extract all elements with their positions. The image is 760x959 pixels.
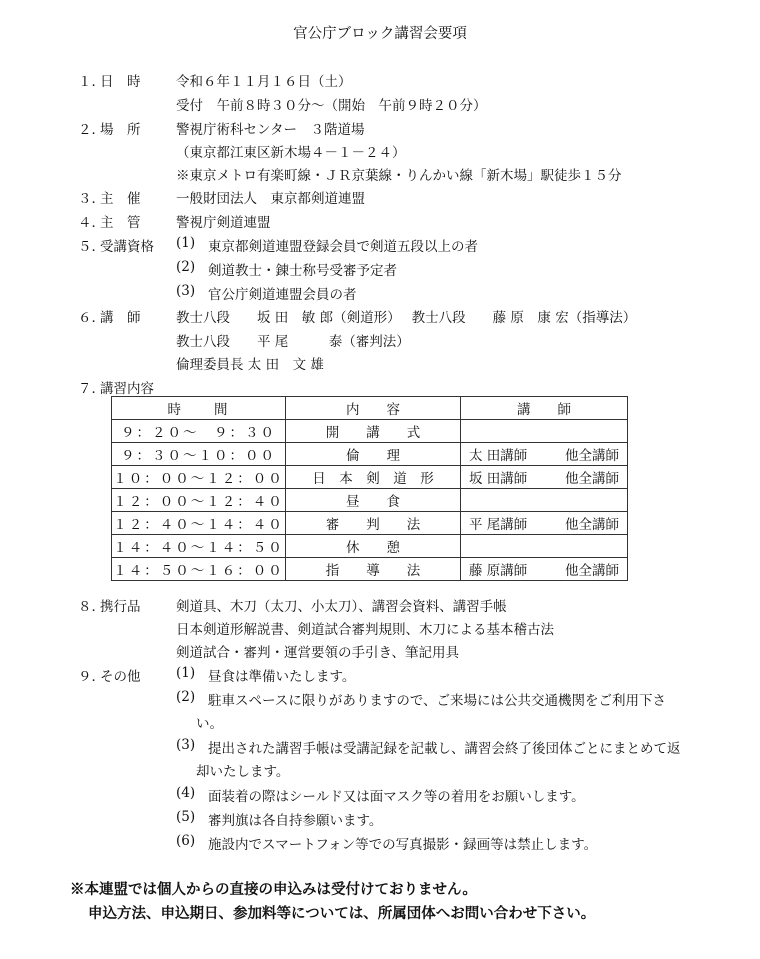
content-cell: 指 導 法: [286, 558, 461, 581]
table-header-row: [112, 397, 628, 420]
table-row: [112, 558, 628, 581]
qualification-item: 官公庁剣道連盟会員の者: [208, 287, 357, 303]
table-row: [112, 443, 628, 466]
item-number: ３．: [78, 191, 105, 207]
manager-label: 主 管: [100, 215, 141, 231]
lecturer-cell: [461, 420, 628, 443]
time-cell: １２：００～１２：４０: [112, 489, 286, 512]
list-marker: (4): [176, 785, 196, 801]
time-cell: ９：２０～ ９：３０: [112, 420, 286, 443]
item-number: ８．: [78, 599, 105, 615]
lecturer-label: 講 師: [100, 310, 141, 326]
other-note: 駐車スペースに限りがありますので、ご来場には公共交通機関をご利用下さ: [208, 693, 667, 709]
table-row: [112, 535, 628, 558]
qualification-item: 東京都剣道連盟登録会員で剣道五段以上の者: [208, 239, 478, 255]
time-cell: ９：３０～１０：００: [112, 443, 286, 466]
other-note: 面装着の際はシールド又は面マスク等の着用をお願いします。: [208, 789, 585, 805]
qualification-label: 受講資格: [100, 239, 154, 255]
time-cell: １４：５０～１６：００: [112, 558, 286, 581]
column-header: 時 間: [112, 397, 286, 420]
reception-time: 受付 午前８時３０分～（開始 午前９時２０分）: [176, 98, 487, 114]
other-note: 審判旗は各自持参願います。: [208, 813, 383, 829]
list-marker: (1): [176, 665, 196, 681]
carry-line: 剣道具、木刀（太刀、小太刀）、講習会資料、講習手帳: [176, 599, 507, 615]
other-note-continued: 却いたします。: [196, 764, 290, 780]
date-value: 令和６年１１月１６日（土）: [176, 74, 352, 90]
place-access: ※東京メトロ有楽町線・ＪＲ京葉線・りんかい線「新木場」駅徒歩１５分: [176, 168, 622, 184]
qualification-item: 剣道教士・錬士称号受審予定者: [208, 263, 397, 279]
table-row: [112, 489, 628, 512]
carry-line: 剣道試合・審判・運営要領の手引き、筆記用具: [176, 645, 459, 661]
other-note: 施設内でスマートフォン等での写真撮影・録画等は禁止します。: [208, 837, 598, 853]
lecturer-other: 他全講師: [565, 563, 619, 579]
item-number: ６．: [78, 310, 105, 326]
lecturer-name: 坂 田講師: [469, 471, 528, 487]
list-marker: (3): [176, 737, 196, 753]
list-marker: (1): [176, 235, 196, 251]
lecturer-line: 教士八段 平 尾 泰（審判法）: [176, 334, 410, 350]
place-label: 場 所: [100, 122, 141, 138]
host-value: 一般財団法人 東京都剣道連盟: [176, 191, 365, 207]
list-marker: (6): [176, 833, 196, 849]
other-note: 昼食は準備いたします。: [208, 669, 356, 685]
list-marker: (5): [176, 809, 196, 825]
lecturer-cell: [461, 466, 628, 489]
date-label: 日 時: [100, 74, 141, 90]
carry-label: 携行品: [100, 599, 141, 615]
item-number: ５．: [78, 239, 105, 255]
table-row: [112, 512, 628, 535]
lecturer-line: 倫理委員長 太 田 文 雄: [176, 357, 324, 373]
lecturer-cell: [461, 512, 628, 535]
lecturer-cell: [461, 558, 628, 581]
list-marker: (2): [176, 259, 196, 275]
item-number: ４．: [78, 215, 105, 231]
time-cell: １４：４０～１４：５０: [112, 535, 286, 558]
other-note-continued: い。: [196, 716, 223, 732]
table-row: [112, 466, 628, 489]
lecturer-cell: [461, 535, 628, 558]
list-marker: (2): [176, 689, 196, 705]
table-row: [112, 420, 628, 443]
lecturer-cell: [461, 489, 628, 512]
manager-value: 警視庁剣道連盟: [176, 215, 271, 231]
other-note: 提出された講習手帳は受講記録を記載し、講習会終了後団体ごとにまとめて返: [208, 741, 681, 757]
lecturer-name: 藤 原講師: [469, 563, 528, 579]
time-cell: １０：００～１２：００: [112, 466, 286, 489]
place-address: （東京都江東区新木場４－１－２４）: [176, 145, 406, 161]
page-title: 官公庁ブロック講習会要項: [293, 26, 467, 42]
column-header: 講 師: [461, 397, 628, 420]
lecturer-name: 平 尾講師: [469, 517, 528, 533]
schedule-table: [111, 396, 628, 581]
lecturer-name: 太 田講師: [469, 448, 528, 464]
lecturer-other: 他全講師: [565, 448, 619, 464]
item-number: ７．: [78, 381, 105, 397]
content-label: 講習内容: [100, 381, 154, 397]
item-number: ２．: [78, 122, 105, 138]
content-cell: 倫 理: [286, 443, 461, 466]
lecturer-line: 教士八段 坂 田 敏 郎（剣道形） 教士八段 藤 原 康 宏（指導法）: [176, 310, 637, 326]
content-cell: 休 憩: [286, 535, 461, 558]
notice-line: 申込方法、申込期日、参加料等については、所属団体へお問い合わせ下さい。: [88, 905, 596, 922]
place-value: 警視庁術科センター ３階道場: [176, 122, 365, 138]
list-marker: (3): [176, 283, 196, 299]
content-cell: 昼 食: [286, 489, 461, 512]
content-cell: 開 講 式: [286, 420, 461, 443]
content-cell: 審 判 法: [286, 512, 461, 535]
item-number: ９．: [78, 669, 105, 685]
item-number: １．: [78, 74, 105, 90]
lecturer-other: 他全講師: [565, 517, 619, 533]
notice-line: ※本連盟では個人からの直接の申込みは受付けておりません。: [70, 881, 477, 898]
column-header: 内 容: [286, 397, 461, 420]
lecturer-cell: [461, 443, 628, 466]
other-label: その他: [100, 669, 141, 685]
time-cell: １２：４０～１４：４０: [112, 512, 286, 535]
lecturer-other: 他全講師: [565, 471, 619, 487]
carry-line: 日本剣道形解説書、剣道試合審判規則、木刀による基本稽古法: [176, 622, 554, 638]
content-cell: 日 本 剣 道 形: [286, 466, 461, 489]
host-label: 主 催: [100, 191, 141, 207]
